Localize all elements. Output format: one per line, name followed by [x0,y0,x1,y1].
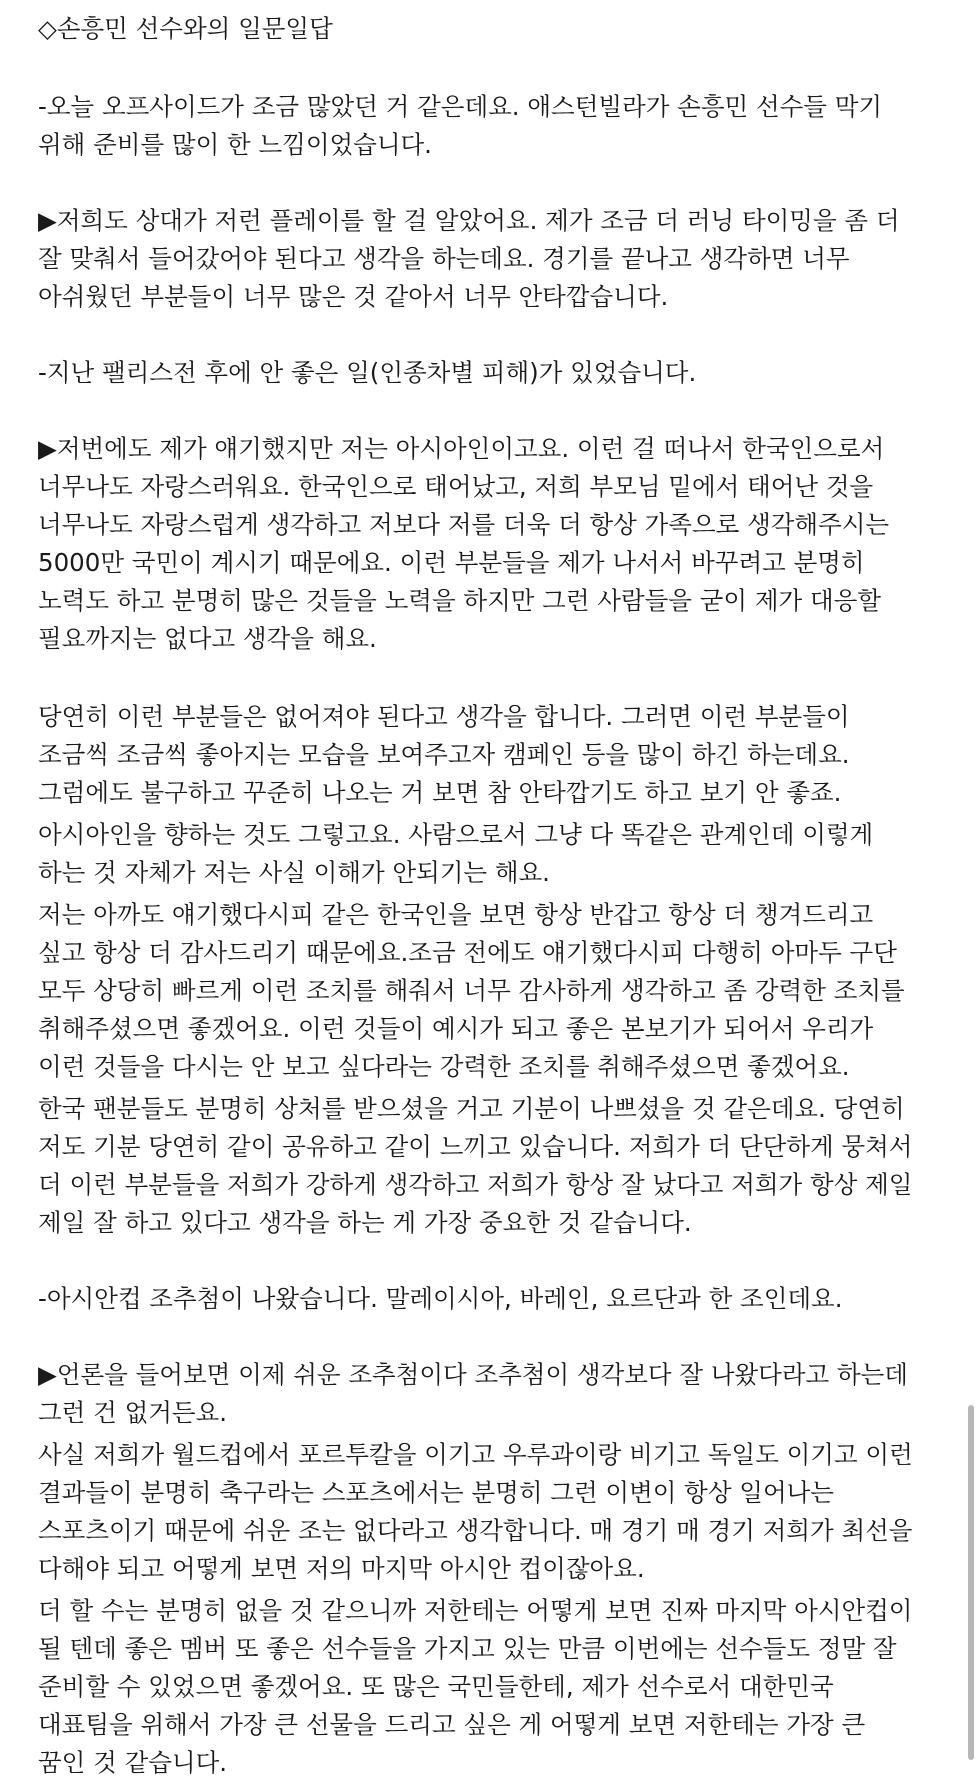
answer-paragraph: ▶언론을 들어보면 이제 쉬운 조추첨이다 조추첨이 생각보다 잘 나왔다라고 하는데 그런 건 없거든요. [38,1360,908,1427]
question-paragraph: -지난 팰리스전 후에 안 좋은 일(인종차별 피해)가 있었습니다. [38,358,697,387]
answer-paragraph: 한국 팬분들도 분명히 상처를 받으셨을 거고 기분이 나쁘셨을 것 같은데요. 당연히 저도 기분 당연히 같이 공유하고 같이 느끼고 있습니다. 저희가 더 단단하게 뭉쳐서 더 이런 부분들을 저희가 강하게 생각하고 저희가 항상 잘 났다고 저희가 항상 제일 제일 잘 하고 있다고 생각을 하는 게 가장 중요한 것 같습니다. [38,1094,913,1237]
answer-paragraph: 당연히 이런 부분들은 없어져야 된다고 생각을 합니다. 그러면 이런 부분들이 조금씩 조금씩 좋아지는 모습을 보여주고자 캠페인 등을 많이 하긴 하는데요. 그럼에도 불구하고 꾸준히 나오는 거 보면 참 안타깝기도 하고 보기 안 좋죠. [38,702,850,807]
question-paragraph: -아시안컵 조추첨이 나왔습니다. 말레이시아, 바레인, 요르단과 한 조인데요. [38,1284,843,1313]
article-body [38,10,918,1782]
answer-paragraph: ▶저희도 상대가 저런 플레이를 할 걸 알았어요. 제가 조금 더 러닝 타이밍을 좀 더 잘 맞춰서 들어갔어야 된다고 생각을 하는데요. 경기를 끝나고 생각하면 너무 아쉬웠던 부분들이 너무 많은 것 같아서 너무 안타깝습니다. [38,206,900,311]
answer-paragraph: 더 할 수는 분명히 없을 것 같으니까 저한테는 어떻게 보면 진짜 마지막 아시안컵이 될 텐데 좋은 멤버 또 좋은 선수들을 가지고 있는 만큼 이번에는 선수들도 정말 잘 준비할 수 있었으면 좋겠어요. 또 많은 국민들한테, 제가 선수로서 대한민국 대표팀을 위해서 가장 큰 선물을 드리고 싶은 게 어떻게 보면 저한테는 가장 큰 꿈인 것 같습니다. [38,1596,913,1777]
answer-paragraph: 사실 저희가 월드컵에서 포르투칼을 이기고 우루과이랑 비기고 독일도 이기고 이런 결과들이 분명히 축구라는 스포츠에서는 분명히 그런 이변이 항상 일어나는 스포츠이기 때문에 쉬운 조는 없다라고 생각합니다. 매 경기 매 경기 저희가 최선을 다해야 되고 어떻게 보면 저의 마지막 아시안 컵이잖아요. [38,1440,913,1583]
answer-paragraph: 아시아인을 향하는 것도 그렇고요. 사람으로서 그냥 다 똑같은 관계인데 이렇게 하는 것 자체가 저는 사실 이해가 안되기는 해요. [38,820,874,887]
article-title: ◇손흥민 선수와의 일문일답 [38,14,333,43]
scrollbar-thumb[interactable] [968,1405,974,1760]
answer-paragraph: ▶저번에도 제가 얘기했지만 저는 아시아인이고요. 이런 걸 떠나서 한국인으로서 너무나도 자랑스러워요. 한국인으로 태어났고, 저희 부모님 밑에서 태어난 것을 너무나도 자랑스럽게 생각하고 저보다 저를 더욱 더 항상 가족으로 생각해주시는 5000만 국민이 계시기 때문에요. 이런 부분들을 제가 나서서 바꾸려고 분명히 노력도 하고 분명히 많은 것들을 노력을 하지만 그런 사람들을 굳이 제가 대응할 필요까지는 없다고 생각을 해요. [38,434,890,653]
answer-paragraph: 저는 아까도 얘기했다시피 같은 한국인을 보면 항상 반갑고 항상 더 챙겨드리고 싶고 항상 더 감사드리기 때문에요.조금 전에도 얘기했다시피 다행히 아마두 구단 모두 상당히 빠르게 이런 조치를 해줘서 너무 감사하게 생각하고 좀 강력한 조치를 취해주셨으면 좋겠어요. 이런 것들이 예시가 되고 좋은 본보기가 되어서 우리가 이런 것들을 다시는 안 보고 싶다라는 강력한 조치를 취해주셨으면 좋겠어요. [38,900,905,1081]
question-paragraph: -오늘 오프사이드가 조금 많았던 거 같은데요. 애스턴빌라가 손흥민 선수들 막기 위해 준비를 많이 한 느낌이었습니다. [38,92,883,159]
